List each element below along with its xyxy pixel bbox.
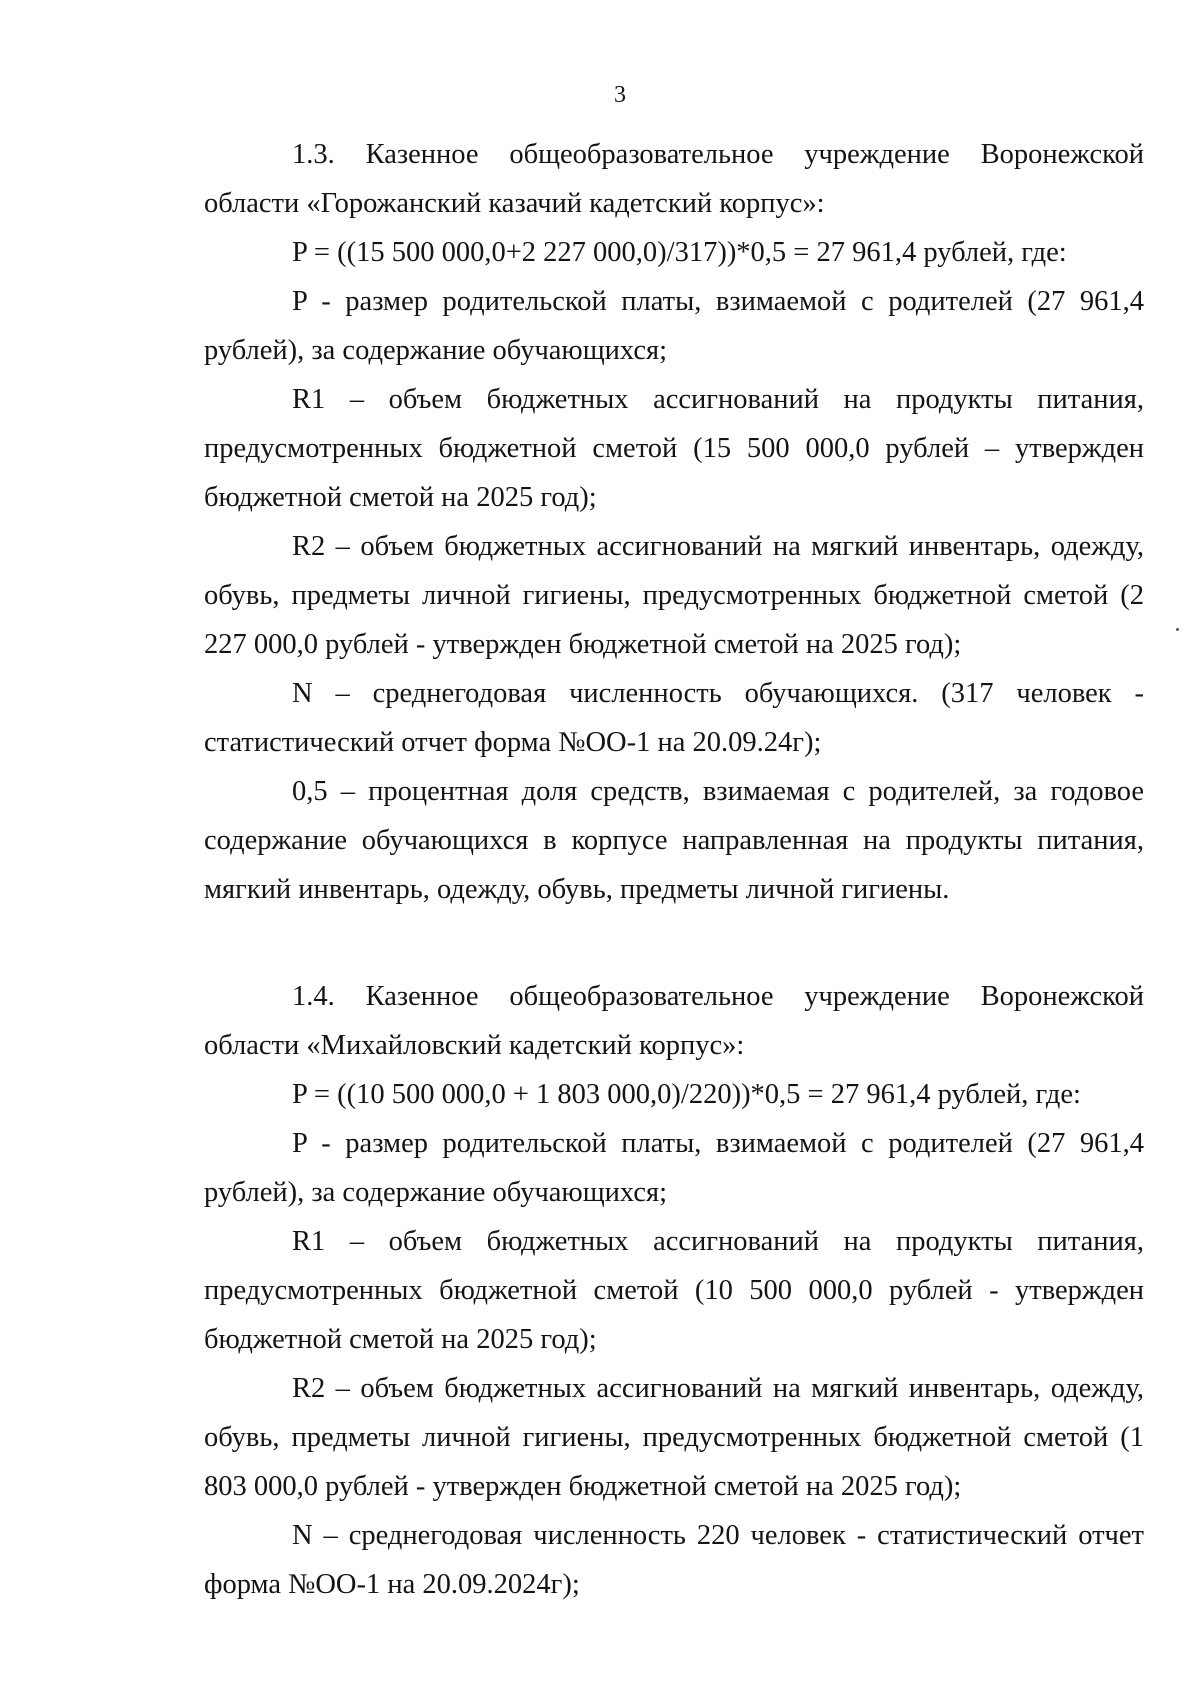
definition-p: P - размер родительской платы, взимаемой с родителей (27 961,4 рублей), за содержание обучающихся; [204,286,1144,366]
definition-r1: R1 – объем бюджетных ассигнований на продукты питания, предусмотренных бюджетной сметой (10 500 000,0 рублей - утвержден бюджетной сметой на 2025 год); [204,1226,1144,1355]
section-heading: 1.3. Казенное общеобразовательное учреждение Воронежской области «Горожанский казачий кадетский корпус»: [204,139,1144,219]
page-number: 3 [614,82,626,108]
definition-r1: R1 – объем бюджетных ассигнований на продукты питания, предусмотренных бюджетной сметой (15 500 000,0 рублей – утвержден бюджетной сметой на 2025 год); [204,384,1144,513]
definition-n: N – среднегодовая численность обучающихся. (317 человек - статистический отчет форма №ОО-1 на 20.09.24г); [204,678,1144,758]
definition-share: 0,5 – процентная доля средств, взимаемая с родителей, за годовое содержание обучающихся в корпусе направленная на продукты питания, мягкий инвентарь, одежду, обувь, предметы личной гигиены. [204,776,1144,905]
section-1-4 [204,972,1144,1609]
section-1-3 [204,130,1144,914]
definition-n: N – среднегодовая численность 220 человек - статистический отчет форма №ОО-1 на 20.09.2024г); [204,1520,1144,1600]
scan-speck [1176,628,1179,631]
definition-r2: R2 – объем бюджетных ассигнований на мягкий инвентарь, одежду, обувь, предметы личной гигиены, предусмотренных бюджетной сметой (1 803 000,0 рублей - утвержден бюджетной сметой на 2025 год); [204,1373,1144,1502]
fee-formula: P = ((15 500 000,0+2 227 000,0)/317))*0,5 = 27 961,4 рублей, где: [292,237,1067,268]
section-heading: 1.4. Казенное общеобразовательное учреждение Воронежской области «Михайловский кадетский корпус»: [204,981,1144,1061]
fee-formula: P = ((10 500 000,0 + 1 803 000,0)/220))*0,5 = 27 961,4 рублей, где: [292,1079,1081,1110]
definition-r2: R2 – объем бюджетных ассигнований на мягкий инвентарь, одежду, обувь, предметы личной гигиены, предусмотренных бюджетной сметой (2 227 000,0 рублей - утвержден бюджетной сметой на 2025 год); [204,531,1144,660]
definition-p: P - размер родительской платы, взимаемой с родителей (27 961,4 рублей), за содержание обучающихся; [204,1128,1144,1208]
section-spacer [204,914,1144,972]
document-body [204,130,1144,1609]
